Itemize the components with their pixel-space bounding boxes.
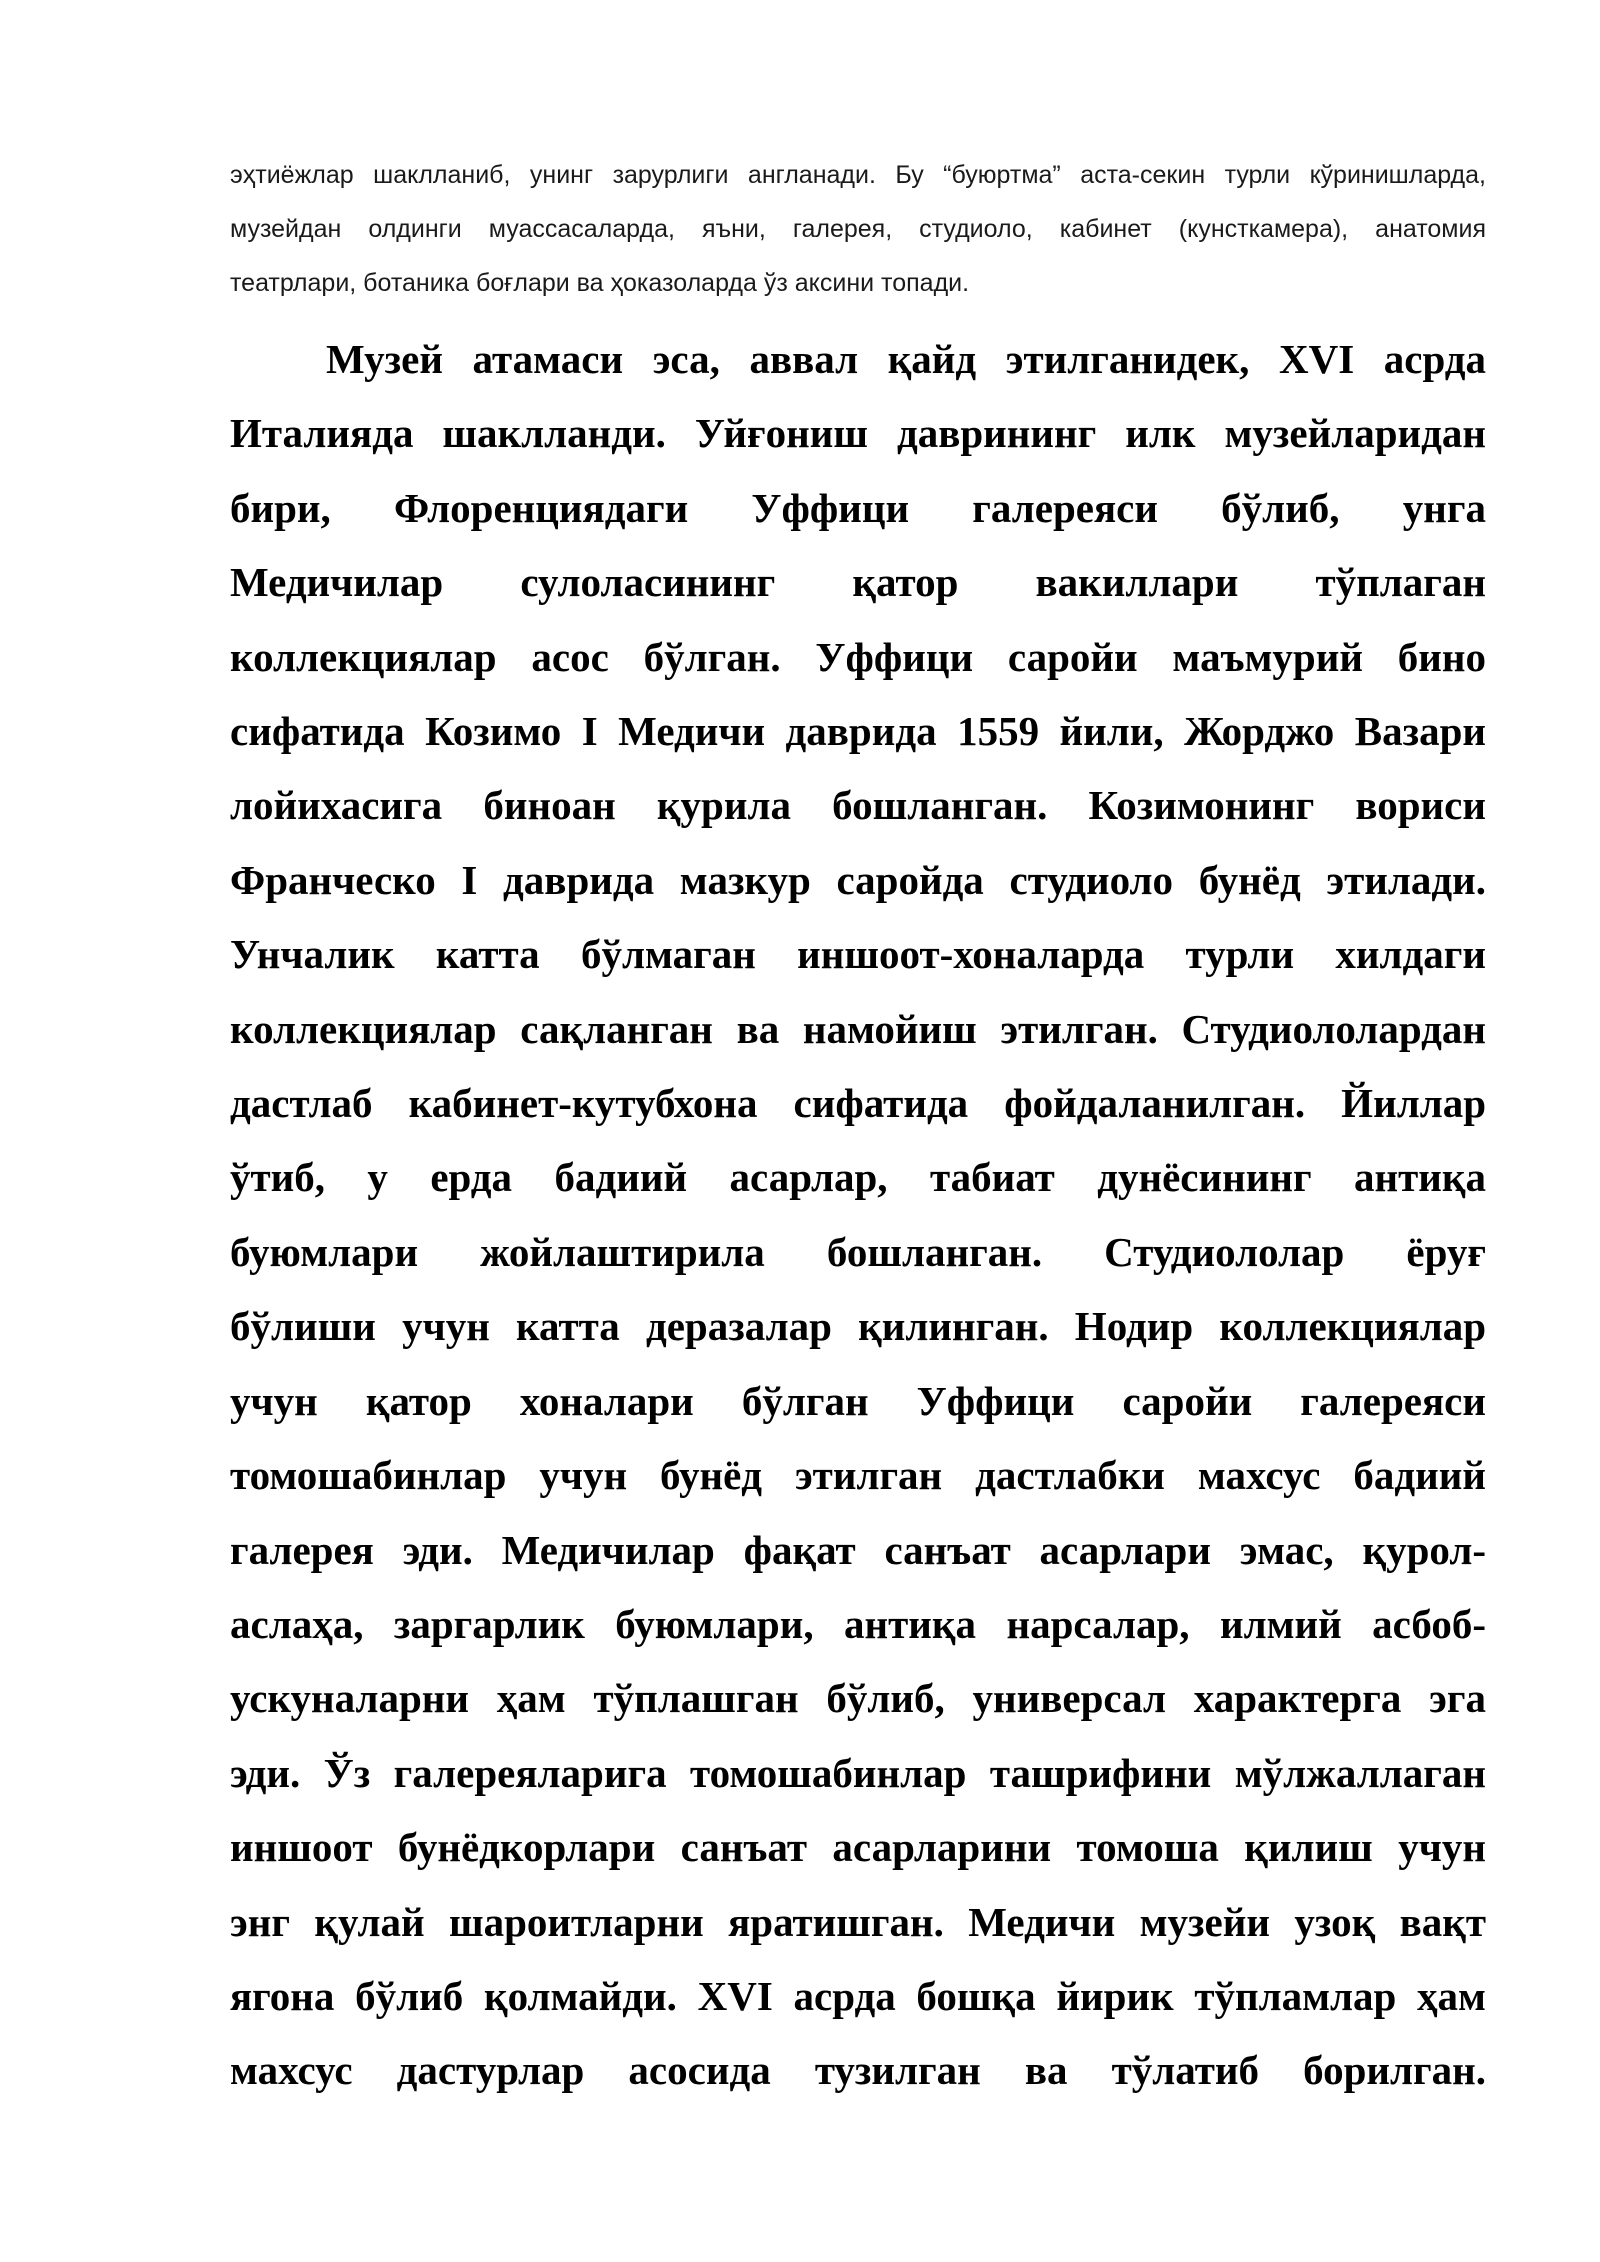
text-line: театрлари, ботаника боғлари ва ҳоказоларда ўз аксини топади.	[230, 269, 970, 297]
text-line: учун қатор хоналари бўлган Уффици саройи галереяси	[230, 1377, 1486, 1424]
main-paragraph	[230, 322, 1486, 2108]
text-line: коллекциялар асос бўлган. Уффици саройи маъмурий бино	[230, 633, 1486, 680]
text-line: ўтиб, у ерда бадиий асарлар, табиат дунёсининг антиқа	[230, 1154, 1486, 1201]
text-line: энг қулай шароитларни яратишган. Медичи музейи узоқ вақт	[230, 1898, 1486, 1945]
text-line: бўлиши учун катта деразалар қилинган. Нодир коллекциялар	[230, 1303, 1486, 1350]
text-line: дастлаб кабинет-кутубхона сифатида фойдаланилган. Йиллар	[230, 1080, 1486, 1127]
text-line: ускуналарни ҳам тўплашган бўлиб, универсал характерга эга	[230, 1675, 1486, 1722]
text-line: лойихасига биноан қурила бошланган. Козимонинг вориси	[230, 782, 1486, 829]
text-line: махсус дастурлар асосида тузилган ва тўлатиб борилган.	[230, 2047, 1486, 2094]
text-line: томошабинлар учун бунёд этилган дастлабки махсус бадиий	[230, 1452, 1486, 1499]
text-line: буюмлари жойлаштирила бошланган. Студиололар ёруғ	[230, 1228, 1486, 1275]
text-line: галерея эди. Медичилар фақат санъат асарлари эмас, қурол-	[230, 1526, 1486, 1573]
page-content	[230, 148, 1486, 2108]
text-line: Музей атамаси эса, аввал қайд этилганидек, XVI асрда	[326, 336, 1486, 382]
text-line: ягона бўлиб қолмайди. XVI асрда бошқа йирик тўпламлар ҳам	[230, 1972, 1486, 2019]
text-line: сифатида Козимо I Медичи даврида 1559 йили, Жорджо Вазари	[230, 708, 1486, 755]
text-line: аслаҳа, заргарлик буюмлари, антиқа нарсалар, илмий асбоб-	[230, 1600, 1486, 1647]
text-line: Медичилар сулоласининг қатор вакиллари тўплаган	[230, 559, 1486, 606]
text-line: Италияда шаклланди. Уйғониш даврининг илк музейларидан	[230, 410, 1486, 457]
text-line: Франческо I даврида мазкур саройда студиоло бунёд этилади.	[230, 856, 1486, 903]
text-line: коллекциялар сақланган ва намойиш этилган. Студиололардан	[230, 1005, 1486, 1052]
text-line: музейдан олдинги муассасаларда, яъни, галерея, студиоло, кабинет (кунсткамера), анатомия	[230, 215, 1486, 243]
text-line: Унчалик катта бўлмаган иншоот-хоналарда турли хилдаги	[230, 931, 1486, 978]
text-line: иншоот бунёдкорлари санъат асарларини томоша қилиш учун	[230, 1824, 1486, 1871]
text-line: эҳтиёжлар шаклланиб, унинг зарурлиги англанади. Бу “буюртма” аста-секин турли кўринишларда,	[230, 161, 1486, 189]
text-line: бири, Флоренциядаги Уффици галереяси бўлиб, унга	[230, 484, 1486, 531]
text-line: эди. Ўз галереяларига томошабинлар ташрифини мўлжаллаган	[230, 1749, 1486, 1796]
intro-paragraph	[230, 148, 1486, 310]
